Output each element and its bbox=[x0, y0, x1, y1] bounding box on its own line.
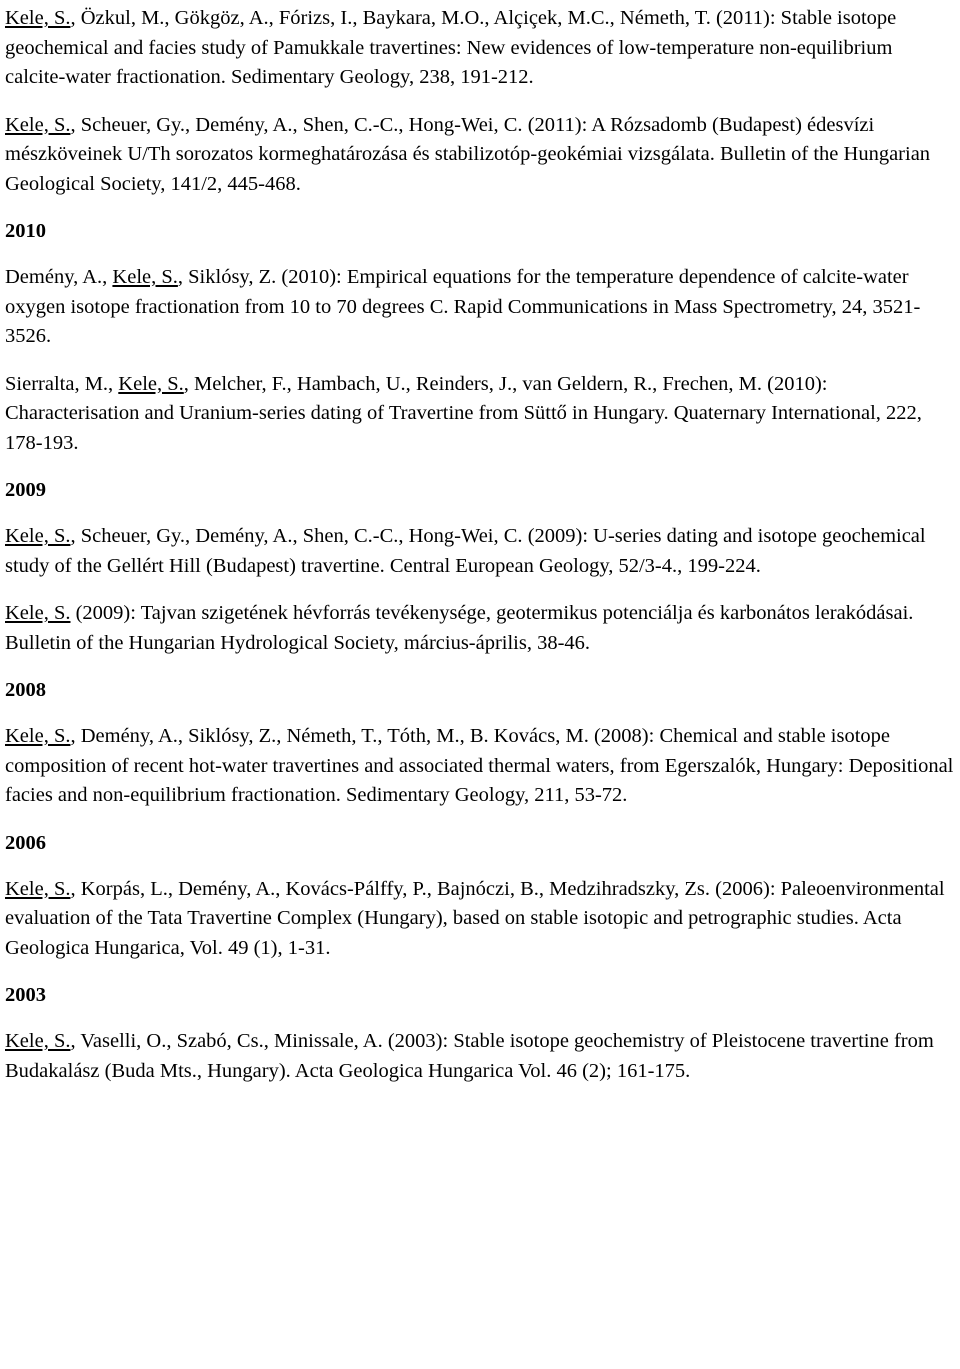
self-author: Kele, S. bbox=[5, 113, 71, 136]
publication-list bbox=[5, 4, 957, 1104]
self-author: Kele, S. bbox=[5, 877, 71, 900]
self-author: Kele, S. bbox=[5, 525, 71, 547]
self-author: Kele, S. bbox=[5, 1030, 71, 1052]
reference-details: (2010): Characterisation and Uranium-series dating of Travertine from Süttő in Hungary. Quaternary International, 222, 178-193. bbox=[5, 372, 922, 454]
reference-entry bbox=[5, 522, 957, 581]
co-authors: , Demény, A., Siklósy, Z., Németh, T., Tóth, M., B. Kovács, M. bbox=[70, 725, 589, 747]
self-author: Kele, S. bbox=[112, 266, 178, 288]
co-authors: , Scheuer, Gy., Demény, A., Shen, C.-C., Hong-Wei, C. bbox=[70, 113, 523, 136]
reference-details: (2011): A Rózsadomb (Budapest) édesvízi mészköveinek U/Th sorozatos kormeghatározása és stabilizotóp-geokémiai vizsgálata. Bulletin of the Hungarian Geological Society, 141/2, 445-468. bbox=[5, 113, 931, 195]
reference-details: (2009): Tajvan szigetének hévforrás tevékenysége, geotermikus potenciálja és karbonátos lerakódásai. Bulletin of the Hungarian Hydrological Society, március-április, 38-46. bbox=[5, 602, 914, 654]
co-authors: , Korpás, L., Demény, A., Kovács-Pálffy, P., Bajnóczi, B., Medzihradszky, Zs. bbox=[70, 877, 711, 900]
reference-entry bbox=[5, 599, 957, 658]
reference-entry bbox=[5, 370, 957, 459]
year-heading: 2010 bbox=[5, 220, 46, 242]
co-authors: Sierralta, M., bbox=[5, 372, 119, 395]
year-heading: 2003 bbox=[5, 984, 46, 1006]
co-authors: , Scheuer, Gy., Demény, A., Shen, C.-C., Hong-Wei, C. bbox=[70, 525, 523, 547]
year-heading: 2009 bbox=[5, 479, 46, 501]
reference-details: (2003): Stable isotope geochemistry of Pleistocene travertine from Budakalász (Buda Mts., Hungary). Acta Geologica Hungarica Vol. 46 (2); 161-175. bbox=[5, 1030, 934, 1082]
reference-entry bbox=[5, 875, 957, 964]
reference-details: (2011): Stable isotope geochemical and facies study of Pamukkale travertines: New evidences of low-temperature non-equilibrium calcite-water fractionation. Sedimentary Geology, 238, 191-212. bbox=[5, 7, 897, 88]
reference-entry bbox=[5, 111, 957, 200]
reference-entry bbox=[5, 263, 957, 352]
self-author: Kele, S. bbox=[118, 372, 184, 395]
reference-details: (2009): U-series dating and isotope geochemical study of the Gellért Hill (Budapest) travertine. Central European Geology, 52/3-4., 199-224. bbox=[5, 525, 926, 577]
self-author: Kele, S. bbox=[5, 7, 71, 29]
reference-entry bbox=[5, 1027, 957, 1086]
year-heading: 2006 bbox=[5, 831, 46, 854]
reference-entry bbox=[5, 4, 957, 93]
reference-details: (2010): Empirical equations for the temperature dependence of calcite-water oxygen isotope fractionation from 10 to 70 degrees C. Rapid Communications in Mass Spectrometry, 24, 3521-3526. bbox=[5, 266, 921, 347]
self-author: Kele, S. bbox=[5, 602, 71, 624]
co-authors: , Siklósy, Z. bbox=[177, 266, 277, 288]
reference-details: (2006): Paleoenvironmental evaluation of the Tata Travertine Complex (Hungary), based on stable isotopic and petrographic studies. Acta Geologica Hungarica, Vol. 49 (1), 1-31. bbox=[5, 877, 945, 959]
co-authors: , Özkul, M., Gökgöz, A., Fórizs, I., Baykara, M.O., Alçiçek, M.C., Németh, T. bbox=[70, 7, 711, 29]
co-authors: , Vaselli, O., Szabó, Cs., Minissale, A. bbox=[70, 1030, 383, 1052]
reference-details: (2008): Chemical and stable isotope composition of recent hot-water travertines and associated thermal waters, from Egerszalók, Hungary: Depositional facies and non-equilibrium fractionation. Sedimentary Geology, 211, 53-72. bbox=[5, 725, 954, 806]
self-author: Kele, S. bbox=[5, 725, 71, 747]
reference-entry bbox=[5, 722, 957, 811]
co-authors: Demény, A., bbox=[5, 266, 113, 288]
co-authors: , Melcher, F., Hambach, U., Reinders, J., van Geldern, R., Frechen, M. bbox=[183, 372, 763, 395]
year-heading: 2008 bbox=[5, 679, 46, 701]
